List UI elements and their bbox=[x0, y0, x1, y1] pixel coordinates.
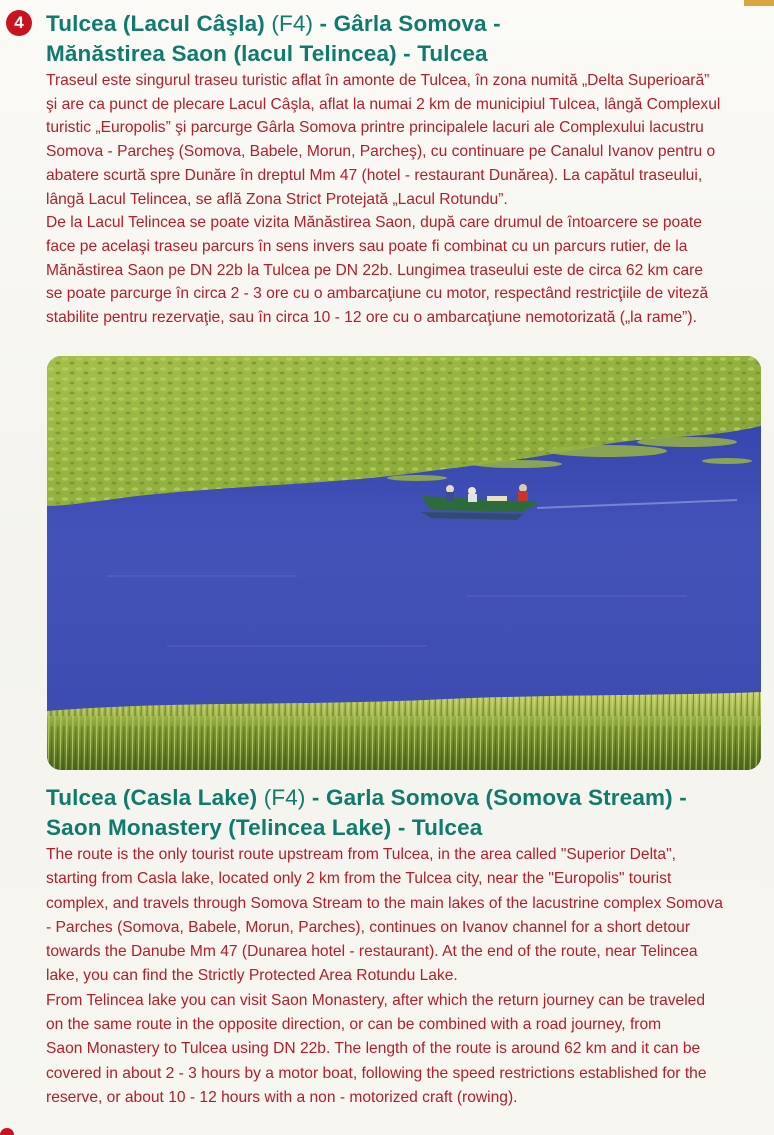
route-number-badge: 4 bbox=[6, 10, 32, 36]
description-line: turistic „Europolis” şi parcurge Gârla Somova printre principalele lacuri ale Complexului lacustru bbox=[46, 119, 704, 137]
description-line: covered in about 2 - 3 hours by a motor boat, following the speed restrictions established for the bbox=[46, 1064, 707, 1082]
description-line: complex, and travels through Somova Stream to the main lakes of the lacustrine complex Somova bbox=[46, 894, 723, 912]
route-title-ro-map-code: (F4) bbox=[271, 11, 314, 36]
description-line: se poate parcurge în circa 2 - 3 ore cu o ambarcaţiune cu motor, respectând restricţiile de viteză bbox=[46, 285, 709, 303]
description-line: on the same route in the opposite direction, or can be combined with a road journey, from bbox=[46, 1016, 662, 1034]
route-title-en-line2: Saon Monastery (Telincea Lake) - Tulcea bbox=[46, 815, 483, 840]
route-title-en-line1-start: Tulcea (Casla Lake) bbox=[46, 785, 264, 810]
description-line: stabilite pentru rezervaţie, sau în circa 10 - 12 ore cu o ambarcaţiune nemotorizată („la rame”). bbox=[46, 309, 697, 327]
description-line: lake, you can find the Strictly Protected Area Rotundu Lake. bbox=[46, 967, 458, 985]
route-title-en-map-code: (F4) bbox=[263, 785, 306, 810]
route-description-ro bbox=[46, 69, 768, 330]
description-line: De la Lacul Telincea se poate vizita Mănăstirea Saon, după care drumul de întoarcere se poate bbox=[46, 214, 702, 232]
description-line: abatere scurtă spre Dunăre în dreptul Mm 47 (hotel - restaurant Dunărea). La capătul traseului, bbox=[46, 166, 703, 184]
description-line: The route is the only tourist route upstream from Tulcea, in the area called "Superior Delta", bbox=[46, 846, 676, 863]
description-line: starting from Casla lake, located only 2 km from the Tulcea city, near the "Europolis" tourist bbox=[46, 870, 672, 888]
next-route-badge-edge bbox=[0, 1128, 14, 1135]
description-line: reserve, or about 10 - 12 hours with a non - motorized craft (rowing). bbox=[46, 1088, 518, 1106]
route-title-ro-line2: Mănăstirea Saon (lacul Telincea) - Tulcea bbox=[46, 41, 488, 66]
description-line: towards the Danube Mm 47 (Dunarea hotel - restaurant). At the end of the route, near Telincea bbox=[46, 943, 698, 961]
route-title-ro-line1-end: - Gârla Somova - bbox=[313, 11, 501, 36]
corner-accent bbox=[744, 0, 774, 6]
description-line: şi are ca punct de plecare Lacul Câşla, aflat la numai 2 km de municipiul Tulcea, lângă Complexul bbox=[46, 95, 721, 113]
route-title-en bbox=[46, 783, 766, 843]
lake-boat-illustration bbox=[47, 356, 761, 770]
route-title-en-line1-end: - Garla Somova (Somova Stream) - bbox=[305, 785, 687, 810]
description-line: - Parches (Somova, Babele, Morun, Parches), continues on Ivanov channel for a short detour bbox=[46, 918, 691, 936]
lake-boat-photo bbox=[47, 356, 761, 770]
description-line: Saon Monastery to Tulcea using DN 22b. The length of the route is around 62 km and it can be bbox=[46, 1040, 701, 1058]
description-line: Traseul este singurul traseu turistic aflat în amonte de Tulcea, în zona numită „Delta Superioară” bbox=[46, 72, 710, 89]
description-line: face pe acelaşi traseu parcurs în sens invers sau poate fi combinat cu un parcurs rutier, de la bbox=[46, 237, 688, 255]
route-description-en bbox=[46, 843, 768, 1110]
description-line: Mănăstirea Saon pe DN 22b la Tulcea pe DN 22b. Lungimea traseului este de circa 62 km care bbox=[46, 261, 704, 279]
route-title-ro-line1-start: Tulcea (Lacul Câşla) bbox=[46, 11, 272, 36]
description-line: Somova - Parcheş (Somova, Babele, Morun, Parcheş), cu continuare pe Canalul Ivanov pentru o bbox=[46, 143, 716, 161]
description-line: From Telincea lake you can visit Saon Monastery, after which the return journey can be traveled bbox=[46, 991, 706, 1009]
route-title-ro bbox=[46, 9, 766, 69]
description-line: lângă Lacul Telincea, se află Zona Strict Protejată „Lacul Rotundu”. bbox=[46, 190, 508, 208]
